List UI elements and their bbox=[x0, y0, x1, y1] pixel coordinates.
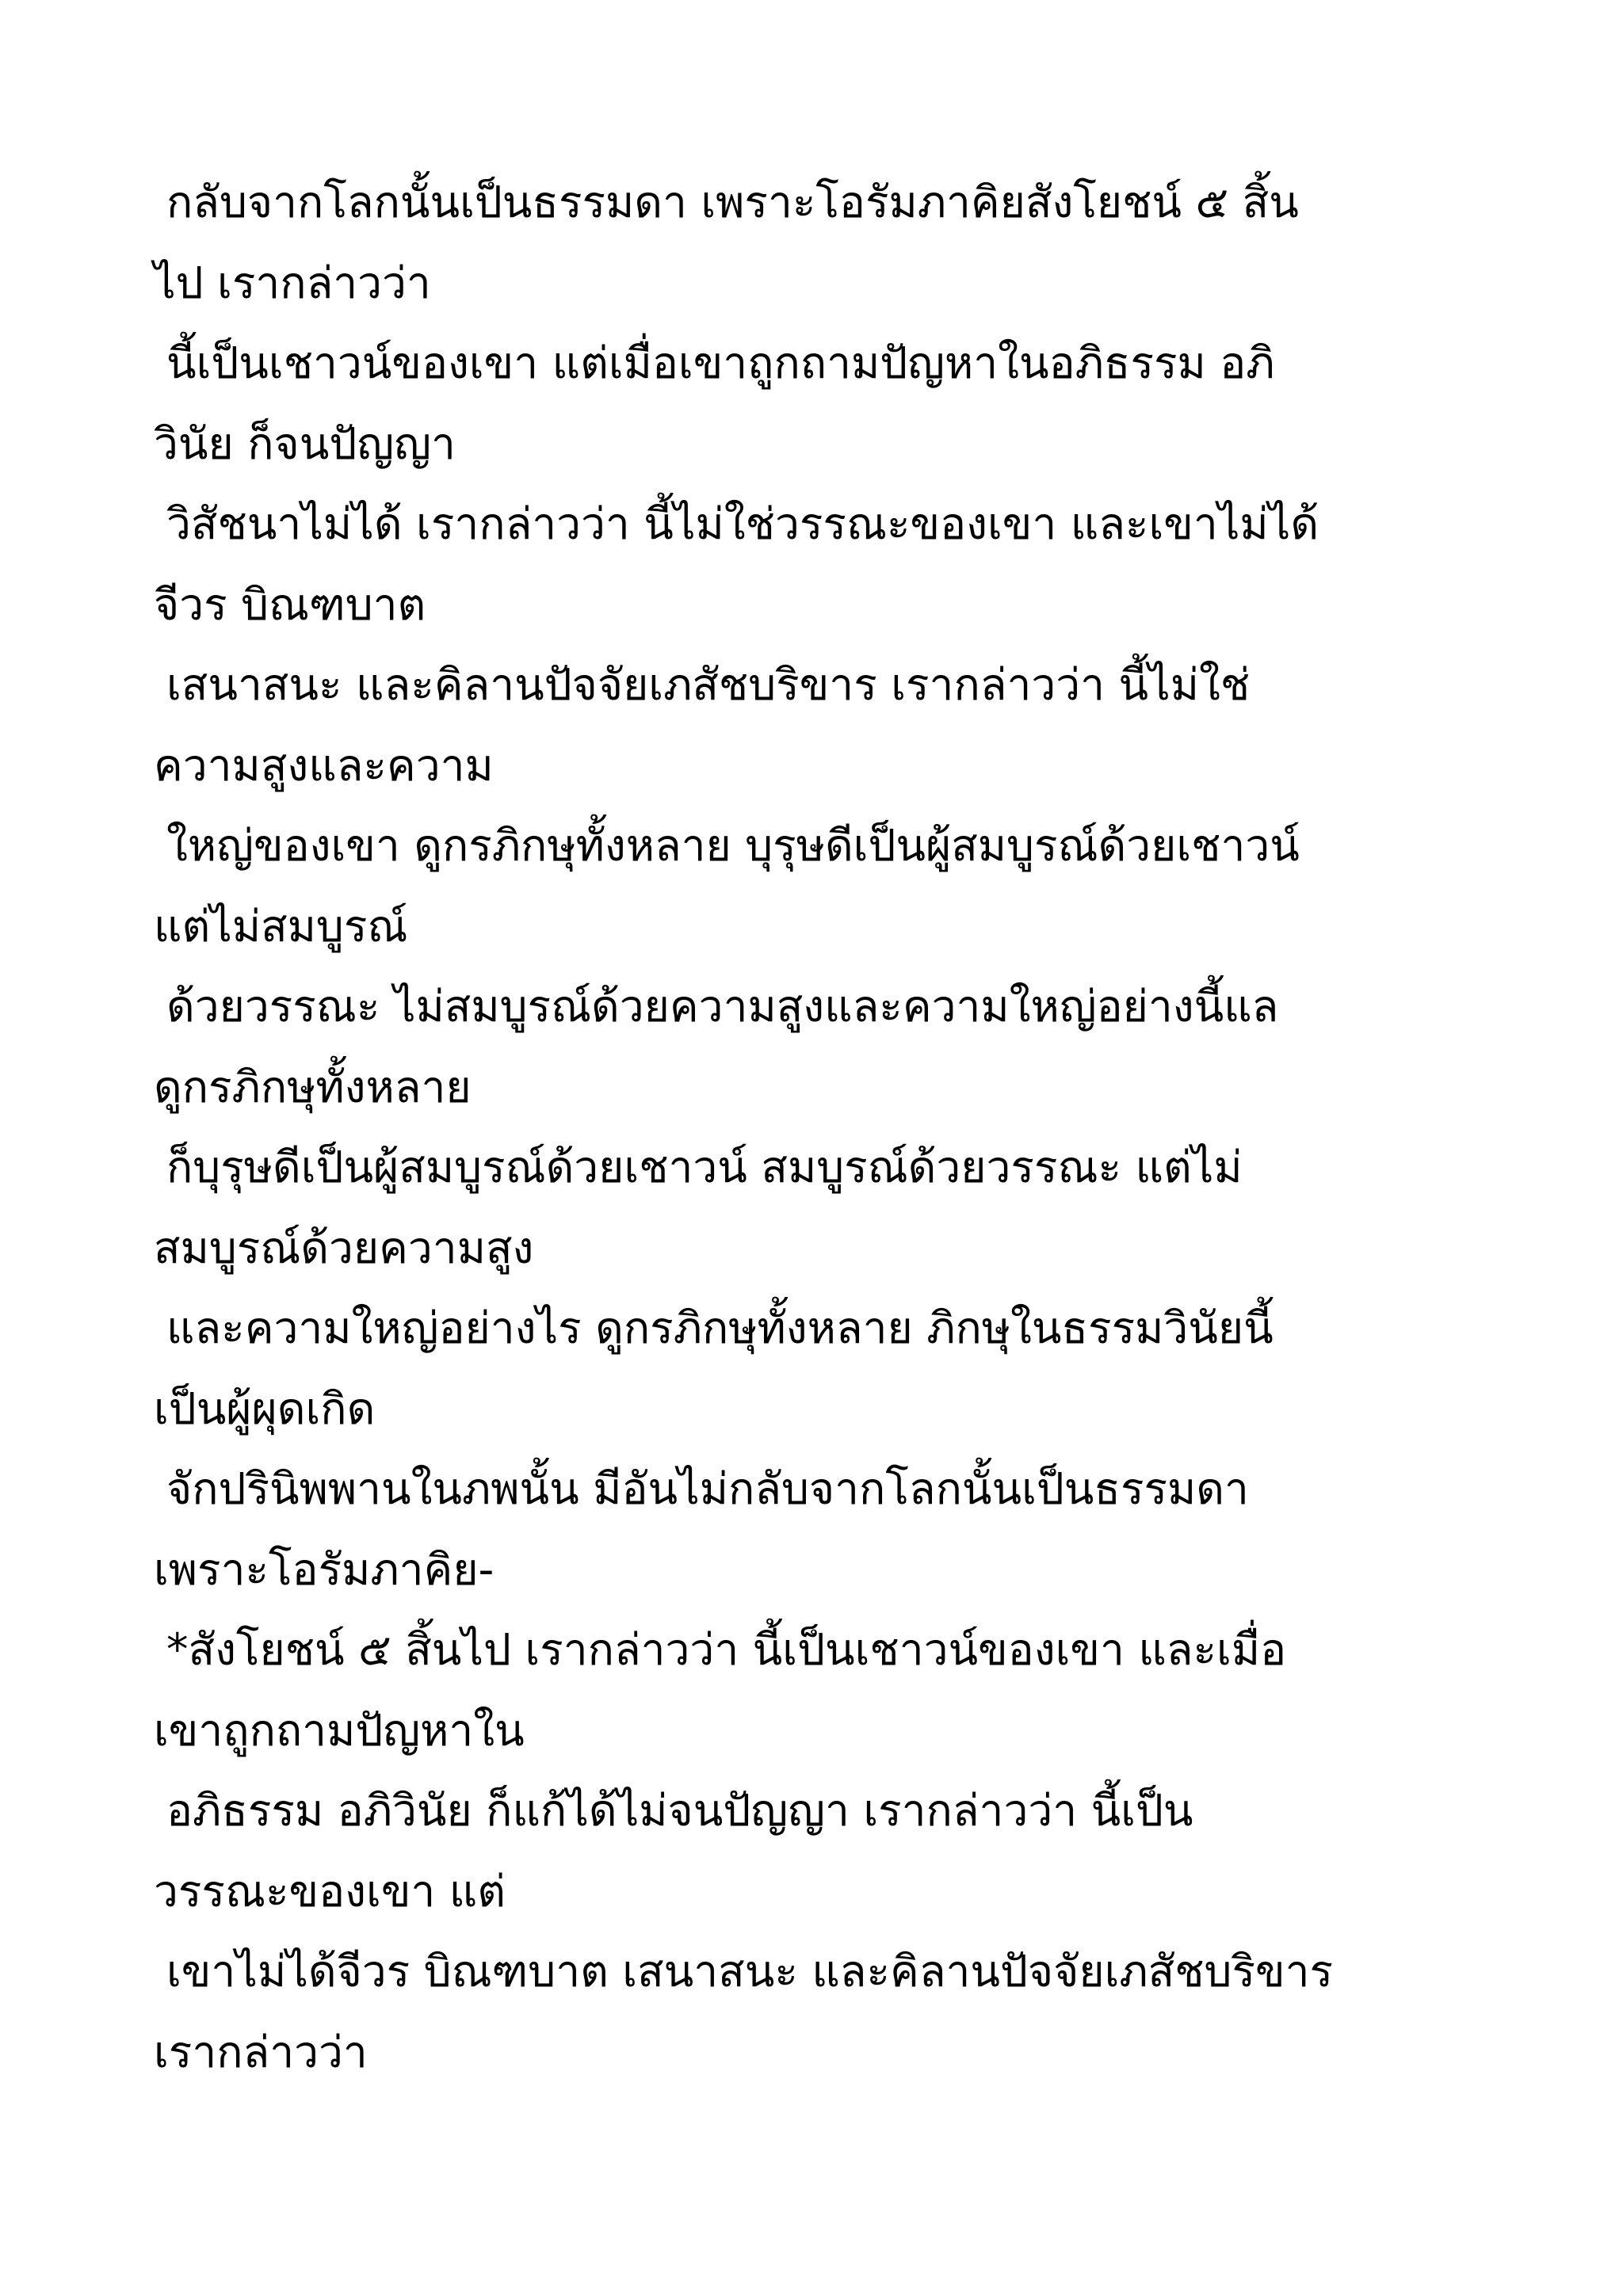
text-line: เรากล่าวว่า bbox=[154, 2026, 368, 2077]
text-line: *สังโยชน์ ๕ สิ้นไป เรากล่าวว่า นี้เป็นเชาวน์ของเขา และเมื่อ bbox=[166, 1624, 1287, 1675]
text-line: ด้วยวรรณะ ไม่สมบูรณ์ด้วยความสูงและความใหญ่อย่างนี้แล bbox=[166, 981, 1279, 1032]
text-line: เพราะโอรัมภาคิย- bbox=[154, 1543, 495, 1595]
text-line: สมบูรณ์ด้วยความสูง bbox=[154, 1222, 534, 1273]
text-line: วินัย ก็จนปัญญา bbox=[154, 418, 456, 469]
text-line: นี้เป็นเชาวน์ของเขา แต่เมื่อเขาถูกถามปัญหาในอภิธรรม อภิ bbox=[166, 338, 1275, 388]
text-line: แต่ไม่สมบูรณ์ bbox=[154, 900, 408, 952]
text-line: จีวร บิณฑบาต bbox=[154, 578, 426, 630]
text-line: ก็บุรุษดีเป็นผู้สมบูรณ์ด้วยเชาวน์ สมบูรณ์ด้วยวรรณะ แต่ไม่ bbox=[166, 1142, 1243, 1192]
text-line: เขาไม่ได้จีวร บิณฑบาต เสนาสนะ และคิลานปัจจัยเภสัชบริขาร bbox=[166, 1946, 1334, 1997]
text-line: ความสูงและความ bbox=[154, 739, 494, 791]
text-line: เขาถูกถามปัญหาใน bbox=[154, 1704, 525, 1756]
text-line: อภิธรรม อภิวินัย ก็แก้ได้ไม่จนปัญญา เรากล่าวว่า นี้เป็น bbox=[166, 1785, 1193, 1836]
text-line: วิสัชนาไม่ได้ เรากล่าวว่า นี้ไม่ใช่วรรณะของเขา และเขาไม่ได้ bbox=[166, 498, 1319, 549]
text-line: เสนาสนะ และคิลานปัจจัยเภสัชบริขาร เรากล่าวว่า นี้ไม่ใช่ bbox=[166, 659, 1251, 710]
text-line: จักปรินิพพานในภพนั้น มีอันไม่กลับจากโลกนั้นเป็นธรรมดา bbox=[166, 1463, 1249, 1514]
text-line: ดูกรภิกษุทั้งหลาย bbox=[154, 1061, 472, 1112]
text-line: ไป เรากล่าวว่า bbox=[154, 257, 431, 308]
text-line: เป็นผู้ผุดเกิด bbox=[154, 1383, 376, 1434]
body-text bbox=[154, 162, 1485, 2092]
text-line: ใหญ่ของเขา ดูกรภิกษุทั้งหลาย บุรุษดีเป็นผู้สมบูรณ์ด้วยเชาวน์ bbox=[166, 820, 1300, 871]
text-line: วรรณะของเขา แต่ bbox=[154, 1865, 506, 1917]
text-line: กลับจากโลกนั้นเป็นธรรมดา เพราะโอรัมภาคิยสังโยชน์ ๕ สิ้น bbox=[166, 177, 1299, 227]
text-line: และความใหญ่อย่างไร ดูกรภิกษุทั้งหลาย ภิกษุในธรรมวินัยนี้ bbox=[166, 1302, 1274, 1353]
